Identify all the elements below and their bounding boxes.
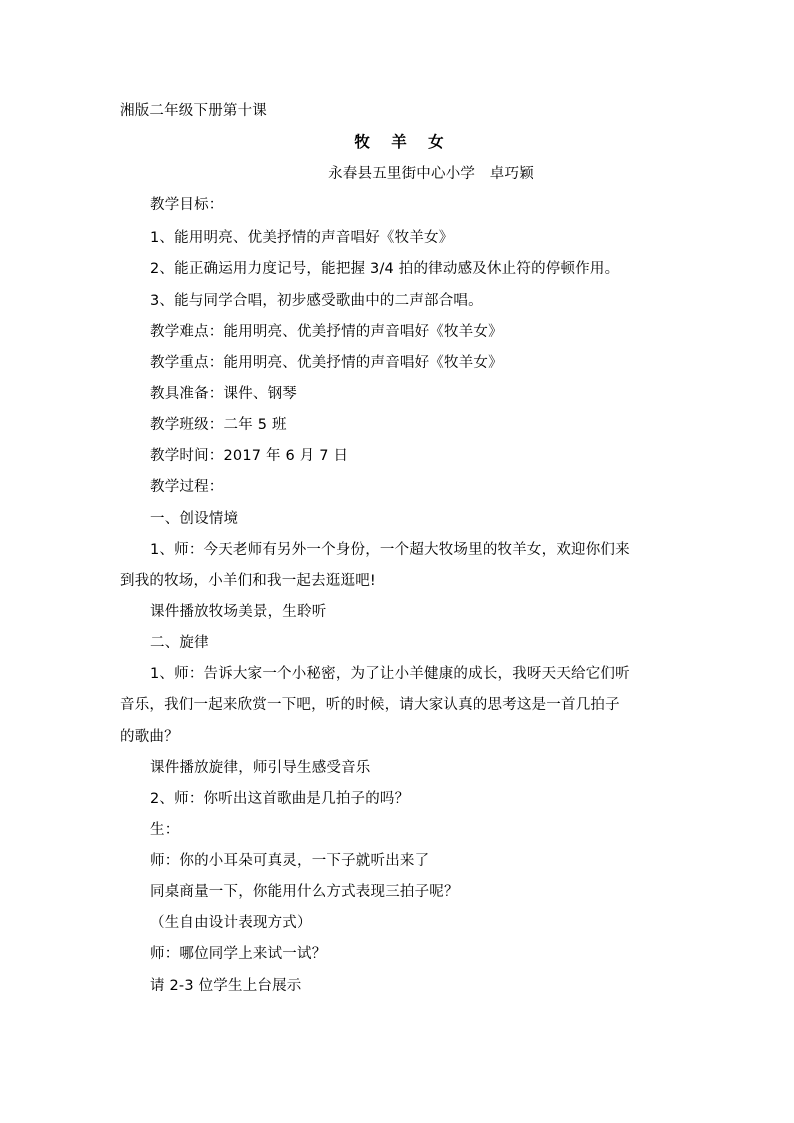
paragraph-key-point: 教学重点：能用明亮、优美抒情的声音唱好《牧羊女》 bbox=[150, 355, 503, 371]
paragraph-goal-1: 1、能用明亮、优美抒情的声音唱好《牧羊女》 bbox=[150, 230, 454, 246]
paragraph-materials: 教具准备：课件、钢琴 bbox=[150, 386, 297, 402]
paragraph-design-note: （生自由设计表现方式） bbox=[150, 915, 312, 931]
paragraph-teaching-goals-heading: 教学目标： bbox=[150, 197, 224, 213]
paragraph-class: 教学班级：二年 5 班 bbox=[150, 417, 287, 433]
paragraph-melody-1: 1、师：告诉大家一个小秘密，为了让小羊健康的成长，我呀天天给它们听 bbox=[150, 666, 630, 682]
document-header: 湘版二年级下册第十课 bbox=[120, 103, 267, 119]
paragraph-melody-1-cont2: 的歌曲？ bbox=[120, 729, 179, 745]
paragraph-difficulty: 教学难点：能用明亮、优美抒情的声音唱好《牧羊女》 bbox=[150, 324, 503, 340]
paragraph-goal-3: 3、能与同学合唱，初步感受歌曲中的二声部合唱。 bbox=[150, 293, 483, 309]
paragraph-goal-2: 2、能正确运用力度记号，能把握 3/4 拍的律动感及休止符的停顿作用。 bbox=[150, 261, 620, 277]
paragraph-teacher-praise: 师：你的小耳朵可真灵，一下子就听出来了 bbox=[150, 853, 430, 869]
paragraph-melody-2: 2、师：你听出这首歌曲是几拍子的吗？ bbox=[150, 791, 410, 807]
document-author: 永春县五里街中心小学 卓巧颖 bbox=[328, 166, 534, 182]
paragraph-scenario-1-cont: 到我的牧场，小羊们和我一起去逛逛吧! bbox=[120, 573, 376, 589]
paragraph-student-showcase: 请 2-3 位学生上台展示 bbox=[150, 978, 302, 994]
paragraph-teacher-invite: 师：哪位同学上来试一试？ bbox=[150, 946, 327, 962]
document-title: 牧 羊 女 bbox=[354, 133, 452, 151]
paragraph-date: 教学时间：2017 年 6 月 7 日 bbox=[150, 448, 349, 464]
paragraph-scenario-1: 1、师：今天老师有另外一个身份，一个超大牧场里的牧羊女，欢迎你们来 bbox=[150, 542, 630, 558]
section-heading-scenario: 一、创设情境 bbox=[150, 511, 239, 527]
paragraph-discussion: 同桌商量一下，你能用什么方式表现三拍子呢？ bbox=[150, 884, 459, 900]
paragraph-process-heading: 教学过程： bbox=[150, 479, 224, 495]
paragraph-student-answer: 生： bbox=[150, 822, 180, 838]
paragraph-melody-activity: 课件播放旋律，师引导生感受音乐 bbox=[150, 760, 371, 776]
paragraph-melody-1-cont: 音乐，我们一起来欣赏一下吧，听的时候，请大家认真的思考这是一首几拍子 bbox=[120, 697, 620, 713]
paragraph-scenario-activity: 课件播放牧场美景，生聆听 bbox=[150, 604, 327, 620]
section-heading-melody: 二、旋律 bbox=[150, 635, 209, 651]
